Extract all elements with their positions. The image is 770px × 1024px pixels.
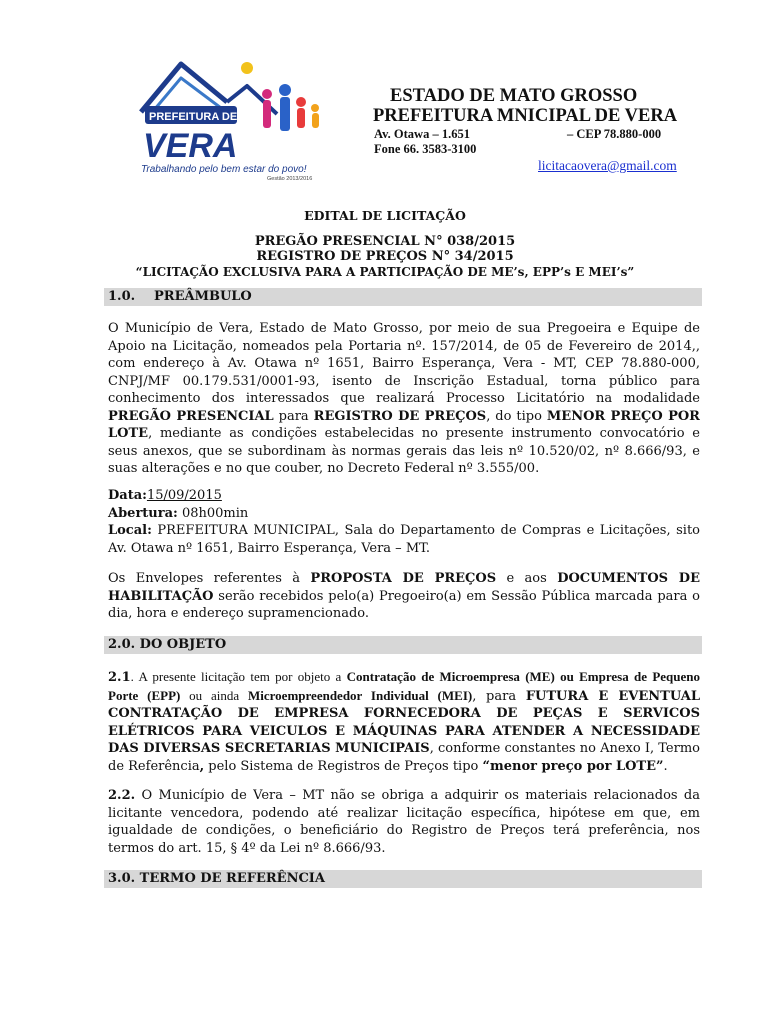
text-run: , mediante as condições estabelecidas no presente instrumento convocatório e seus anexos, que se subordinam às normas gerais das leis nº 10.520/02, nº 8.666/93, e suas alterações e no que couber, no Decreto Federal nº 3.555/00.: [108, 426, 700, 476]
header-prefeitura: PREFEITURA MNICIPAL DE VERA: [373, 106, 678, 126]
header-state: ESTADO DE MATO GROSSO: [390, 86, 638, 106]
opening-label: Abertura:: [108, 505, 178, 521]
session-opening: [108, 505, 700, 523]
section-number: 1.0.: [108, 289, 136, 304]
text-run: , do tipo: [486, 408, 547, 424]
svg-text:PREFEITURA DE: PREFEITURA DE: [149, 111, 238, 123]
text-run: O Município de Vera – MT não se obriga a adquirir os materiais relacionados da licitante vencedora, podendo até realizar licitação específica, hipótese em que, em igualdade de condições, o beneficiário do Registro de Preços terá preferência, nos termos do art. 15, § 4º da Lei nº 8.666/93.: [108, 788, 700, 856]
text-run: serão recebidos pelo(a) Pregoeiro(a) em Sessão Pública marcada para o dia, hora e endereço supramencionado.: [108, 588, 700, 621]
title-edital: EDITAL DE LICITAÇÃO: [304, 208, 466, 223]
text-run-bold: FUTURA E EVENTUAL CONTRATAÇÃO DE EMPRESA FORNECEDORA DE PEÇAS E SERVICOS ELÉTRICOS PARA VEICULOS E MÁQUINAS PARA ATENDER A NECESSIDADE DAS DIVERSAS SECRETARIAS MUNICIPAIS: [108, 688, 701, 756]
section-heading-termo: 3.0. TERMO DE REFERÊNCIA: [104, 870, 702, 888]
header-address: Av. Otawa – 1.651: [374, 127, 470, 141]
title-pregao: PREGÃO PRESENCIAL N° 038/2015: [254, 234, 516, 249]
svg-text:Gestão 2013/2016: Gestão 2013/2016: [267, 176, 313, 182]
text-run-bold: ,: [199, 758, 205, 774]
section-heading-objeto: 2.0. DO OBJETO: [104, 636, 702, 654]
text-run-bold: MENOR PREÇO POR LOTE: [108, 408, 700, 441]
session-location: [108, 522, 700, 557]
text-run: pelo Sistema de Registros de Preços tipo: [204, 758, 483, 774]
text-run-bold: “menor preço por LOTE”: [482, 758, 664, 774]
header-cep: – CEP 78.880-000: [567, 127, 662, 141]
text-run-bold: PREGÃO PRESENCIAL: [108, 408, 274, 424]
session-date: [108, 487, 700, 505]
item-number: 2.2.: [108, 788, 136, 803]
objeto-paragraph: [108, 668, 700, 775]
text-run-bold: Microempreendedor Individual (MEI): [248, 687, 473, 703]
text-run: , para: [472, 688, 526, 704]
prefeitura-logo: [135, 58, 331, 182]
text-run: . A presente licitação tem por objeto a: [130, 669, 347, 684]
title-exclusiva: “LICITAÇÃO EXCLUSIVA PARA A PARTICIPAÇÃO DE ME’s, EPP’s E MEI’s”: [135, 265, 635, 279]
location-value: PREFEITURA MUNICIPAL, Sala do Departamento de Compras e Licitações, sito Av. Otawa nº 1651, Bairro Esperança, Vera – MT.: [108, 523, 700, 556]
preambulo-paragraph: [108, 320, 700, 478]
location-label: Local:: [108, 523, 152, 538]
date-label: Data:: [108, 488, 147, 503]
text-run-bold: REGISTRO DE PREÇOS: [313, 408, 487, 424]
text-run-bold: Contratação de Microempresa (ME) ou Empresa de Pequeno Porte (EPP): [108, 669, 700, 703]
section-title: PREÂMBULO: [154, 289, 252, 304]
svg-text:Trabalhando pelo bem estar do: Trabalhando pelo bem estar do povo!: [141, 164, 307, 175]
date-value: 15/09/2015: [146, 488, 222, 503]
item-number: 2.1: [108, 670, 131, 685]
text-run-bold: PROPOSTA DE PREÇOS: [310, 571, 497, 586]
text-run: para: [273, 408, 314, 424]
svg-text:VERA: VERA: [143, 127, 238, 165]
text-run-bold: DOCUMENTOS DE HABILITAÇÃO: [108, 571, 700, 604]
session-details: [108, 487, 700, 557]
opening-value: 08h00min: [177, 505, 249, 521]
item-2-2-paragraph: [108, 787, 700, 857]
section-heading-preambulo: [104, 288, 702, 306]
text-run: e aos: [496, 571, 558, 586]
header-phone: Fone 66. 3583-3100: [374, 142, 477, 156]
envelopes-paragraph: [108, 570, 700, 623]
text-run: Os Envelopes referentes à: [108, 571, 311, 586]
text-run: , conforme constantes no Anexo I, Termo de Referência: [108, 741, 700, 774]
header-email-link[interactable]: licitacaovera@gmail.com: [538, 158, 677, 173]
text-run: O Município de Vera, Estado de Mato Grosso, por meio de sua Pregoeira e Equipe de Apoio na Licitação, nomeados pela Portaria nº. 157/2014, de 05 de Fevereiro de 2014,, com endereço à Av. Otawa nº 1651, Bairro Esperança, Vera - MT, CEP 78.880-000, CNPJ/MF 00.179.531/0001-93, isento de Inscrição Estadual, torna público para conhecimento dos interessados que realizará Processo Licitatório na modalidade: [108, 321, 700, 406]
text-run: ou ainda: [180, 687, 248, 703]
title-registro: REGISTRO DE PREÇOS N° 34/2015: [256, 249, 514, 264]
text-run: .: [663, 758, 668, 774]
